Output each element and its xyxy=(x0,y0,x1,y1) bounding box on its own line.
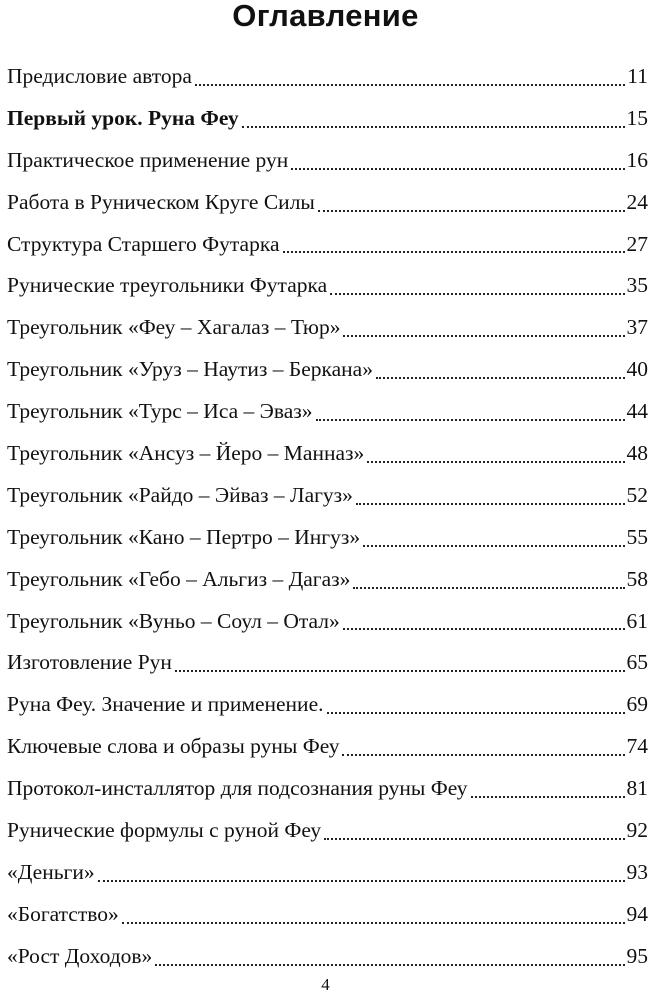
dot-leader xyxy=(175,662,625,672)
toc-entry-page: 40 xyxy=(626,357,648,382)
toc-entry-page: 61 xyxy=(626,608,648,633)
toc-entry-page: 35 xyxy=(626,273,648,298)
toc-entry-page: 44 xyxy=(626,399,648,424)
toc-entry-title: Треугольник «Феу – Хагалаз – Тюр» xyxy=(7,315,341,340)
toc-entry-title: «Рост Доходов» xyxy=(7,943,153,968)
toc-entry-page: 55 xyxy=(626,524,648,549)
toc-entry-title: Первый урок. Руна Феу xyxy=(7,105,239,130)
toc-entry xyxy=(7,182,648,224)
toc-entry-title: Треугольник «Ансуз – Йеро – Манназ» xyxy=(7,441,365,466)
dot-leader xyxy=(242,118,625,128)
dot-leader xyxy=(342,746,624,756)
toc-entry-title: Треугольник «Гебо – Альгиз – Дагаз» xyxy=(7,566,351,591)
toc-entry xyxy=(7,391,648,433)
toc-entry xyxy=(7,894,648,936)
toc-entry-title: «Деньги» xyxy=(7,859,95,884)
toc-entry xyxy=(7,98,648,140)
toc-entry xyxy=(7,726,648,768)
dot-leader xyxy=(327,704,625,714)
toc-entry xyxy=(7,642,648,684)
toc-entry-page: 52 xyxy=(626,482,648,507)
toc-entry-page: 15 xyxy=(626,105,648,130)
toc-entry-title: Протокол-инсталлятор для подсознания руны Феу xyxy=(7,776,468,801)
dot-leader xyxy=(316,411,625,421)
toc-entry-title: Предисловие автора xyxy=(7,64,192,88)
dot-leader xyxy=(195,76,625,86)
dot-leader xyxy=(122,914,625,924)
toc-entry-page: 27 xyxy=(626,231,648,256)
toc-entry xyxy=(7,349,648,391)
toc-entry-page: 92 xyxy=(626,818,648,843)
dot-leader xyxy=(367,453,624,463)
toc-entry-page: 16 xyxy=(626,147,648,172)
dot-leader xyxy=(376,369,625,379)
toc-entry-title: Практическое применение рун xyxy=(7,147,289,172)
page-title: Оглавление xyxy=(232,0,419,33)
table-of-contents xyxy=(7,56,648,978)
toc-entry xyxy=(7,307,648,349)
dot-leader xyxy=(155,956,624,966)
toc-entry xyxy=(7,265,648,307)
toc-entry xyxy=(7,140,648,182)
toc-entry xyxy=(7,852,648,894)
dot-leader xyxy=(471,788,625,798)
toc-entry xyxy=(7,559,648,601)
toc-entry-title: Треугольник «Кано – Пертро – Ингуз» xyxy=(7,524,361,549)
dot-leader xyxy=(291,160,624,170)
page-number: 4 xyxy=(321,975,330,994)
toc-entry xyxy=(7,936,648,978)
toc-entry-title: Ключевые слова и образы руны Феу xyxy=(7,734,340,759)
toc-entry xyxy=(7,601,648,643)
toc-entry-page: 58 xyxy=(626,566,648,591)
toc-entry-page: 74 xyxy=(626,734,648,759)
toc-entry xyxy=(7,684,648,726)
toc-entry-title: Треугольник «Вуньо – Соул – Отал» xyxy=(7,608,340,633)
toc-entry-page: 94 xyxy=(626,901,648,926)
toc-entry xyxy=(7,224,648,266)
toc-entry-title: Работа в Руническом Круге Силы xyxy=(7,189,315,214)
dot-leader xyxy=(353,579,624,589)
dot-leader xyxy=(324,830,624,840)
toc-entry-title: Треугольник «Турс – Иса – Эваз» xyxy=(7,399,313,424)
toc-entry-page: 81 xyxy=(626,776,648,801)
toc-entry xyxy=(7,810,648,852)
dot-leader xyxy=(356,495,625,505)
dot-leader xyxy=(98,872,625,882)
dot-leader xyxy=(283,243,625,253)
toc-entry xyxy=(7,768,648,810)
toc-entry-page: 69 xyxy=(626,692,648,717)
toc-entry-page: 24 xyxy=(626,189,648,214)
dot-leader xyxy=(343,327,624,337)
toc-entry-title: «Богатство» xyxy=(7,901,119,926)
toc-entry-title: Структура Старшего Футарка xyxy=(7,231,280,256)
toc-entry-page: 95 xyxy=(626,943,648,968)
toc-entry xyxy=(7,517,648,559)
toc-entry-title: Руна Феу. Значение и применение. xyxy=(7,692,324,717)
dot-leader xyxy=(343,620,625,630)
dot-leader xyxy=(318,202,625,212)
toc-entry-page: 93 xyxy=(626,859,648,884)
toc-entry-page: 48 xyxy=(626,441,648,466)
toc-entry xyxy=(7,56,648,98)
toc-entry-title: Треугольник «Райдо – Эйваз – Лагуз» xyxy=(7,482,353,507)
dot-leader xyxy=(363,537,624,547)
toc-entry-title: Рунические треугольники Футарка xyxy=(7,273,328,298)
toc-entry-title: Рунические формулы с руной Феу xyxy=(7,818,322,843)
dot-leader xyxy=(330,285,624,295)
toc-entry-page: 11 xyxy=(627,64,648,88)
toc-entry-page: 65 xyxy=(626,650,648,675)
toc-entry xyxy=(7,433,648,475)
toc-entry xyxy=(7,475,648,517)
toc-entry-title: Треугольник «Уруз – Наутиз – Беркана» xyxy=(7,357,373,382)
toc-entry-title: Изготовление Рун xyxy=(7,650,172,675)
toc-entry-page: 37 xyxy=(626,315,648,340)
